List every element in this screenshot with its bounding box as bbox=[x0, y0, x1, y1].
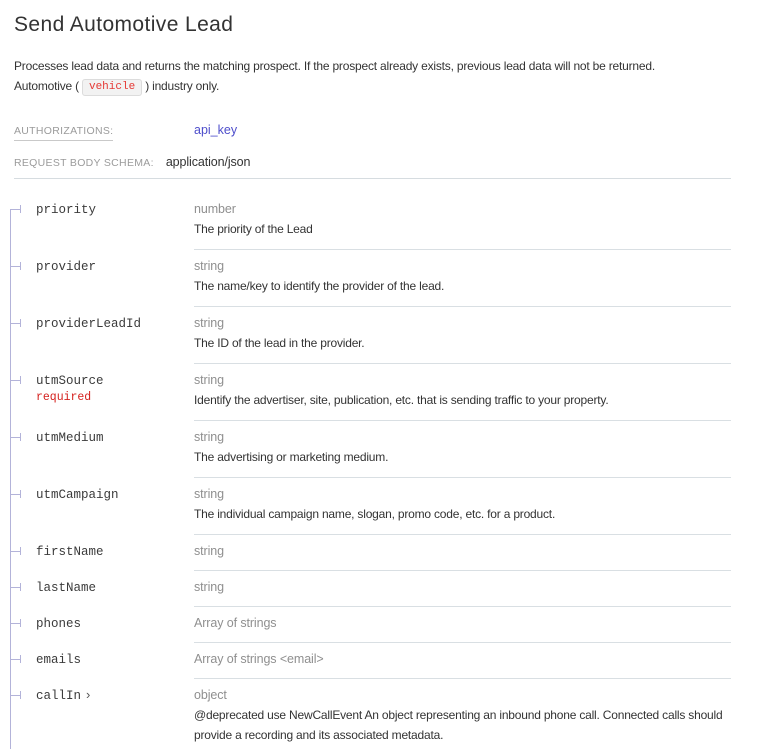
field-type: Array of strings bbox=[194, 616, 277, 630]
field-detail-cell bbox=[194, 607, 731, 643]
field-detail-cell bbox=[194, 364, 731, 421]
section-divider bbox=[14, 178, 731, 179]
description-line-2-before: Automotive ( bbox=[14, 79, 79, 93]
tree-branch-icon bbox=[10, 583, 21, 591]
field-name: firstName bbox=[36, 545, 104, 559]
field-type: number bbox=[194, 202, 236, 216]
field-detail-cell bbox=[194, 421, 731, 478]
tree-branch-icon bbox=[10, 376, 21, 384]
field-detail-cell bbox=[194, 643, 731, 679]
endpoint-description bbox=[14, 56, 746, 96]
expand-chevron-icon[interactable]: › bbox=[86, 687, 91, 702]
field-name-cell bbox=[10, 364, 194, 421]
authorizations-row bbox=[14, 121, 746, 141]
request-schema-tree bbox=[10, 193, 731, 749]
field-name-cell bbox=[10, 193, 194, 250]
field-name-cell bbox=[10, 571, 194, 607]
request-body-schema-label: REQUEST BODY SCHEMA: bbox=[14, 157, 154, 169]
field-row-providerLeadId bbox=[10, 307, 731, 364]
field-name: providerLeadId bbox=[36, 317, 142, 331]
description-line-1: Processes lead data and returns the matching prospect. If the prospect already exists, previous lead data will not be returned. bbox=[14, 59, 655, 73]
field-row-provider bbox=[10, 250, 731, 307]
field-row-emails bbox=[10, 643, 731, 679]
field-name: priority bbox=[36, 203, 97, 217]
field-type: string bbox=[194, 316, 224, 330]
field-detail-cell bbox=[194, 307, 731, 364]
field-type: Array of strings <email> bbox=[194, 652, 324, 666]
field-name-expandable[interactable]: callIn bbox=[36, 689, 82, 703]
field-row-phones bbox=[10, 607, 731, 643]
field-description: The priority of the Lead bbox=[194, 222, 313, 236]
field-row-utmSource bbox=[10, 364, 731, 421]
description-line-2-after: ) industry only. bbox=[145, 79, 220, 93]
field-type: string bbox=[194, 430, 224, 444]
tree-branch-icon bbox=[10, 205, 21, 213]
field-name: phones bbox=[36, 617, 82, 631]
content-type-value: application/json bbox=[165, 155, 251, 169]
tree-branch-icon bbox=[10, 655, 21, 663]
field-name-cell bbox=[10, 250, 194, 307]
field-description: @deprecated use NewCallEvent An object representing an inbound phone call. Connected calls should provide a recording and its associated metadata. bbox=[194, 708, 723, 742]
field-description: The individual campaign name, slogan, promo code, etc. for a product. bbox=[194, 507, 556, 521]
field-row-utmMedium bbox=[10, 421, 731, 478]
field-type: string bbox=[194, 487, 224, 501]
field-row-firstName bbox=[10, 535, 731, 571]
description-line-2 bbox=[14, 76, 746, 96]
field-name-cell bbox=[10, 478, 194, 535]
field-detail-cell bbox=[194, 571, 731, 607]
field-name-cell bbox=[10, 307, 194, 364]
field-type: object bbox=[194, 688, 227, 702]
tree-branch-icon bbox=[10, 262, 21, 270]
field-description: Identify the advertiser, site, publication, etc. that is sending traffic to your property. bbox=[194, 393, 609, 407]
field-row-priority bbox=[10, 193, 731, 250]
field-name: utmCampaign bbox=[36, 488, 119, 502]
field-description: The name/key to identify the provider of the lead. bbox=[194, 279, 445, 293]
page-title: Send Automotive Lead bbox=[14, 13, 234, 36]
field-description: The advertising or marketing medium. bbox=[194, 450, 389, 464]
required-badge: required bbox=[36, 391, 92, 404]
field-name: utmSource bbox=[36, 374, 104, 388]
authorizations-label: AUTHORIZATIONS: bbox=[14, 125, 113, 141]
tree-branch-icon bbox=[10, 433, 21, 441]
authorizations-label-cell bbox=[14, 121, 194, 141]
tree-branch-icon bbox=[10, 319, 21, 327]
api-key-link[interactable]: api_key bbox=[194, 123, 238, 137]
tree-branch-icon bbox=[10, 619, 21, 627]
field-detail-cell bbox=[194, 193, 731, 250]
field-row-callIn bbox=[10, 679, 731, 749]
field-name: emails bbox=[36, 653, 82, 667]
field-detail-cell bbox=[194, 679, 731, 749]
field-name-cell bbox=[10, 607, 194, 643]
field-type: string bbox=[194, 544, 224, 558]
field-name-cell bbox=[10, 421, 194, 478]
field-name-cell bbox=[10, 643, 194, 679]
field-detail-cell bbox=[194, 478, 731, 535]
field-name-cell bbox=[10, 679, 194, 749]
field-name: utmMedium bbox=[36, 431, 104, 445]
field-description: The ID of the lead in the provider. bbox=[194, 336, 365, 350]
field-detail-cell bbox=[194, 535, 731, 571]
field-type: string bbox=[194, 373, 224, 387]
field-name: lastName bbox=[36, 581, 97, 595]
tree-branch-icon bbox=[10, 490, 21, 498]
field-type: string bbox=[194, 580, 224, 594]
field-row-utmCampaign bbox=[10, 478, 731, 535]
field-name-cell bbox=[10, 535, 194, 571]
field-type: string bbox=[194, 259, 224, 273]
field-name: provider bbox=[36, 260, 97, 274]
tree-branch-icon bbox=[10, 547, 21, 555]
request-body-schema-row bbox=[14, 155, 746, 169]
tree-branch-icon bbox=[10, 691, 21, 699]
field-row-lastName bbox=[10, 571, 731, 607]
industry-code-badge: vehicle bbox=[82, 79, 142, 96]
field-detail-cell bbox=[194, 250, 731, 307]
